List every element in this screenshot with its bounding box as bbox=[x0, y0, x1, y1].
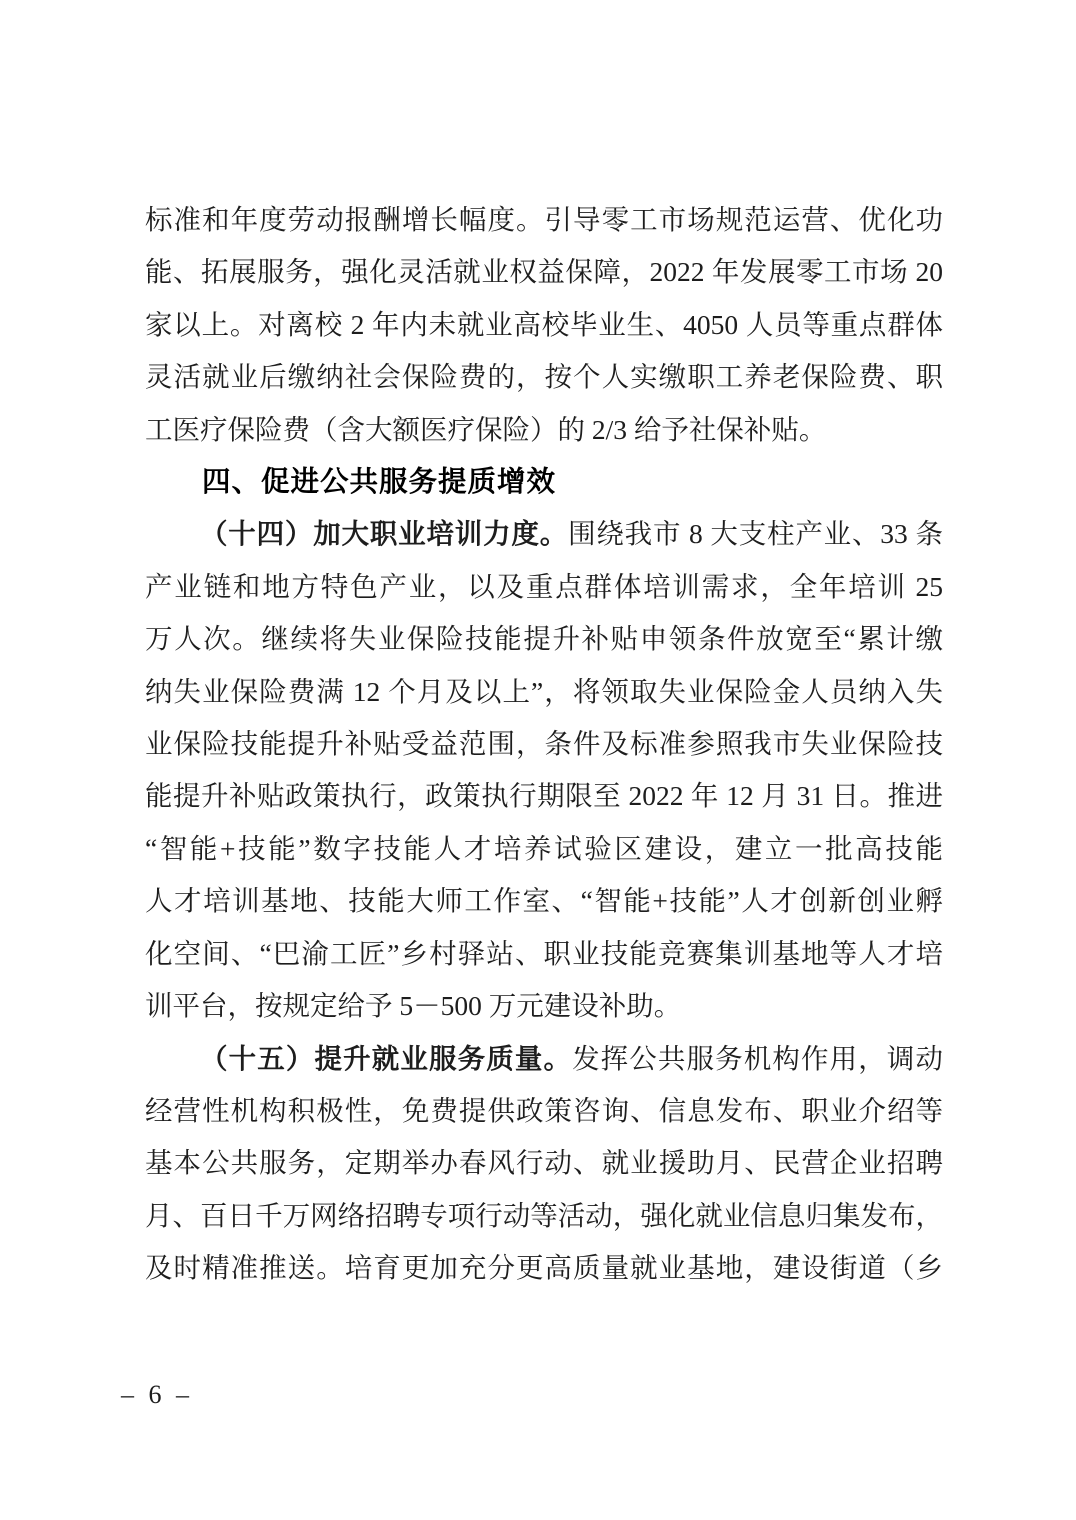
para-item-14-line-5 bbox=[145, 718, 943, 770]
para-continuation-line-4 bbox=[145, 351, 943, 403]
para-continuation-line-3 bbox=[145, 299, 943, 351]
para-item-15-line-1 bbox=[145, 1033, 943, 1085]
para-item-14-line-1 bbox=[145, 508, 943, 560]
para-item-14-line-2 bbox=[145, 561, 943, 613]
body-text: 标准和年度劳动报酬增长幅度。引导零工市场规范运营、优化功 bbox=[145, 204, 943, 235]
page-number: – 6 – bbox=[121, 1380, 193, 1409]
para-item-14-line-7 bbox=[145, 823, 943, 875]
body-text: 发挥公共服务机构作用，调动 bbox=[572, 1042, 944, 1074]
body-text: 训平台，按规定给予 5－500 万元建设补助。 bbox=[145, 990, 682, 1022]
body-text: 围绕我市 8 大支柱产业、33 条 bbox=[568, 518, 943, 550]
section-heading-text: 四、促进公共服务提质增效 bbox=[202, 466, 557, 499]
heading-section-four-line-1 bbox=[145, 456, 943, 508]
paragraph-lead-text: （十四）加大职业培训力度。 bbox=[200, 518, 569, 550]
para-item-14-line-10 bbox=[145, 980, 943, 1032]
body-text: “智能+技能”数字技能人才培养试验区建设，建立一批高技能 bbox=[145, 832, 943, 864]
para-item-15-line-3 bbox=[145, 1137, 943, 1189]
body-text: 人才培训基地、技能大师工作室、“智能+技能”人才创新创业孵 bbox=[145, 885, 943, 917]
body-text: 经营性机构积极性，免费提供政策咨询、信息发布、职业介绍等 bbox=[145, 1094, 943, 1126]
body-text: 万人次。继续将失业保险技能提升补贴申领条件放宽至“累计缴 bbox=[145, 623, 943, 655]
para-continuation-line-1 bbox=[145, 194, 943, 246]
body-text: 月、百日千万网络招聘专项行动等活动，强化就业信息归集发布， bbox=[145, 1199, 943, 1231]
body-text: 化空间、“巴渝工匠”乡村驿站、职业技能竞赛集训基地等人才培 bbox=[145, 937, 943, 969]
body-text: 家以上。对离校 2 年内未就业高校毕业生、4050 人员等重点群体 bbox=[145, 308, 943, 340]
body-text: 产业链和地方特色产业，以及重点群体培训需求，全年培训 25 bbox=[145, 570, 943, 602]
para-item-14-line-3 bbox=[145, 613, 943, 665]
body-text: 能提升补贴政策执行，政策执行期限至 2022 年 12 月 31 日。推进 bbox=[145, 780, 943, 812]
para-item-14-line-8 bbox=[145, 875, 943, 927]
para-item-15-line-4 bbox=[145, 1190, 943, 1242]
para-continuation-line-5 bbox=[145, 404, 943, 456]
document-body bbox=[145, 194, 943, 1295]
body-text: 业保险技能提升补贴受益范围，条件及标准参照我市失业保险技 bbox=[145, 728, 943, 760]
paragraph-lead-text: （十五）提升就业服务质量。 bbox=[200, 1042, 573, 1074]
para-continuation-line-2 bbox=[145, 246, 943, 298]
body-text: 及时精准推送。培育更加充分更高质量就业基地，建设街道（乡 bbox=[145, 1252, 943, 1284]
para-item-14-line-9 bbox=[145, 928, 943, 980]
para-item-14-line-6 bbox=[145, 770, 943, 822]
body-text: 纳失业保险费满 12 个月及以上”，将领取失业保险金人员纳入失 bbox=[145, 675, 943, 707]
body-text: 能、拓展服务，强化灵活就业权益保障，2022 年发展零工市场 20 bbox=[145, 256, 943, 288]
para-item-15-line-2 bbox=[145, 1085, 943, 1137]
body-text: 工医疗保险费（含大额医疗保险）的 2/3 给予社保补贴。 bbox=[145, 413, 827, 445]
para-item-15-line-5 bbox=[145, 1242, 943, 1294]
para-item-14-line-4 bbox=[145, 666, 943, 718]
body-text: 基本公共服务，定期举办春风行动、就业援助月、民营企业招聘 bbox=[145, 1147, 943, 1179]
body-text: 灵活就业后缴纳社会保险费的，按个人实缴职工养老保险费、职 bbox=[145, 361, 943, 393]
